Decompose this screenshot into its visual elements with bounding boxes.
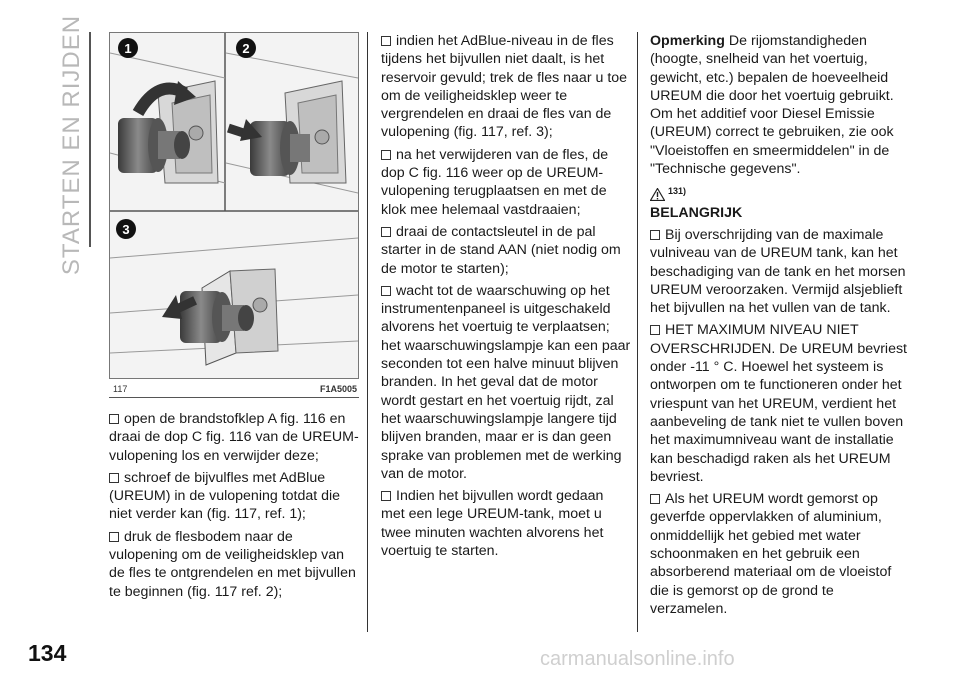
list-item: na het verwijderen van de fles, de dop C fig. 116 weer op de UREUM-vulopening terugplaatsen en met de klok mee helemaal vastdraaien; [381,146,609,218]
column-2 [381,32,631,564]
column-divider-2 [637,32,638,632]
checkbox-bullet-icon [109,532,119,542]
list-item: HET MAXIMUM NIVEAU NIET OVERSCHRIJDEN. De UREUM bevriest onder -11 ° C. Hoewel het systeem is ontworpen om te functioneren onder het vriespunt van het UREUM, verdient het aanbeveling de tank niet te vullen boven het maximumniveau want de installatie kan beschadigd raken als het UREUM bevriest. [650,322,907,485]
list-item: indien het AdBlue-niveau in de fles tijdens het bijvullen niet daalt, is het reservoir gevuld; trek de fles naar u toe om de veiligheidsklep weer te vergrendelen en draai de fles van de vulopening (fig. 117, ref. 3); [381,33,628,141]
figure-caption [113,384,357,396]
note-label: Opmerking [650,33,725,49]
note-text: De rijomstandigheden (hoogte, snelheid van het voertuig, gewicht, etc.) bepalen de hoeveelheid UREUM die door het voertuig gebruikt. Om het additief voor Diesel Emissie (UREUM) correct te gebruiken, zie ook "Vloeistoffen en smeermiddelen" in de "Technische gegevens". [650,33,894,178]
section-title: STARTEN EN RIJDEN [58,14,86,275]
checkbox-bullet-icon [650,230,660,240]
list-item: open de brandstofklep A fig. 116 en draai de dop C fig. 116 van de UREUM-vulopening los en verwijder deze; [109,411,359,464]
checkbox-bullet-icon [650,325,660,335]
list-item: Bij overschrijding van de maximale vulniveau van de UREUM tank, kan het beschadiging van de tank en het morsen UREUM veroorzaken. Vermijd alsjeblieft het bijvullen na het vullen van de tank. [650,226,906,317]
list-item: druk de flesbodem naar de vulopening om de veiligheidsklep van de fles te ontgrendelen en met bijvullen te beginnen (fig. 117 ref. 2); [109,528,356,600]
checkbox-bullet-icon [381,491,391,501]
list-item: Als het UREUM wordt gemorst op geverfde oppervlakken of aluminium, onmiddellijk het gebied met water schoonmaken en het gebruik een absorberend materiaal om de vloeistof die is gemorst op de grond te verzamelen. [650,491,892,617]
watermark: carmanualsonline.info [540,648,735,670]
column-divider-1 [367,32,368,632]
callout-3 [116,219,136,239]
list-item: draai de contactsleutel in de pal starter in de stand AAN (niet nodig om de motor te starten); [381,223,621,277]
note-paragraph [650,32,912,178]
page-number: 134 [28,640,67,666]
figure-117 [109,32,359,379]
checkbox-bullet-icon [381,36,391,46]
svg-text:3: 3 [122,222,130,237]
column-1 [109,410,361,605]
figure-illustration [110,33,358,378]
warning-triangle-icon [650,188,665,201]
checkbox-bullet-icon [650,494,660,504]
list-item: schroef de bijvulfles met AdBlue (UREUM) in de vulopening totdat die niet verder kan (fig. 117, ref. 1); [109,469,341,523]
list-item: wacht tot de waarschuwing op het instrumentenpaneel is uitgeschakeld alvorens het voertuig te verplaatsen; het waarschuwingslampje kan een paar seconden tot een halve minuut blijven branden. In het geval dat de motor wordt gestart en het voertuig rijdt, zal het waarschuwingslampje langere tijd blijven branden, maar er is dan geen sprake van problemen met de werking van de motor. [381,282,631,482]
important-heading: BELANGRIJK [650,204,743,221]
callout-1 [118,38,138,58]
checkbox-bullet-icon [381,150,391,160]
section-rule [89,32,91,247]
figure-caption-rule [109,397,359,398]
warning-reference: 131) [650,182,912,200]
checkbox-bullet-icon [109,473,119,483]
svg-text:2: 2 [242,41,250,56]
figure-code: F1A5005 [319,384,357,394]
checkbox-bullet-icon [381,286,391,296]
figure-number: 117 [113,384,128,394]
checkbox-bullet-icon [381,227,391,237]
svg-text:1: 1 [124,41,132,56]
callout-2 [236,38,256,58]
column-3 [650,32,912,622]
checkbox-bullet-icon [109,414,119,424]
list-item: Indien het bijvullen wordt gedaan met een lege UREUM-tank, moet u twee minuten wachten alvorens het voertuig te starten. [381,488,604,560]
